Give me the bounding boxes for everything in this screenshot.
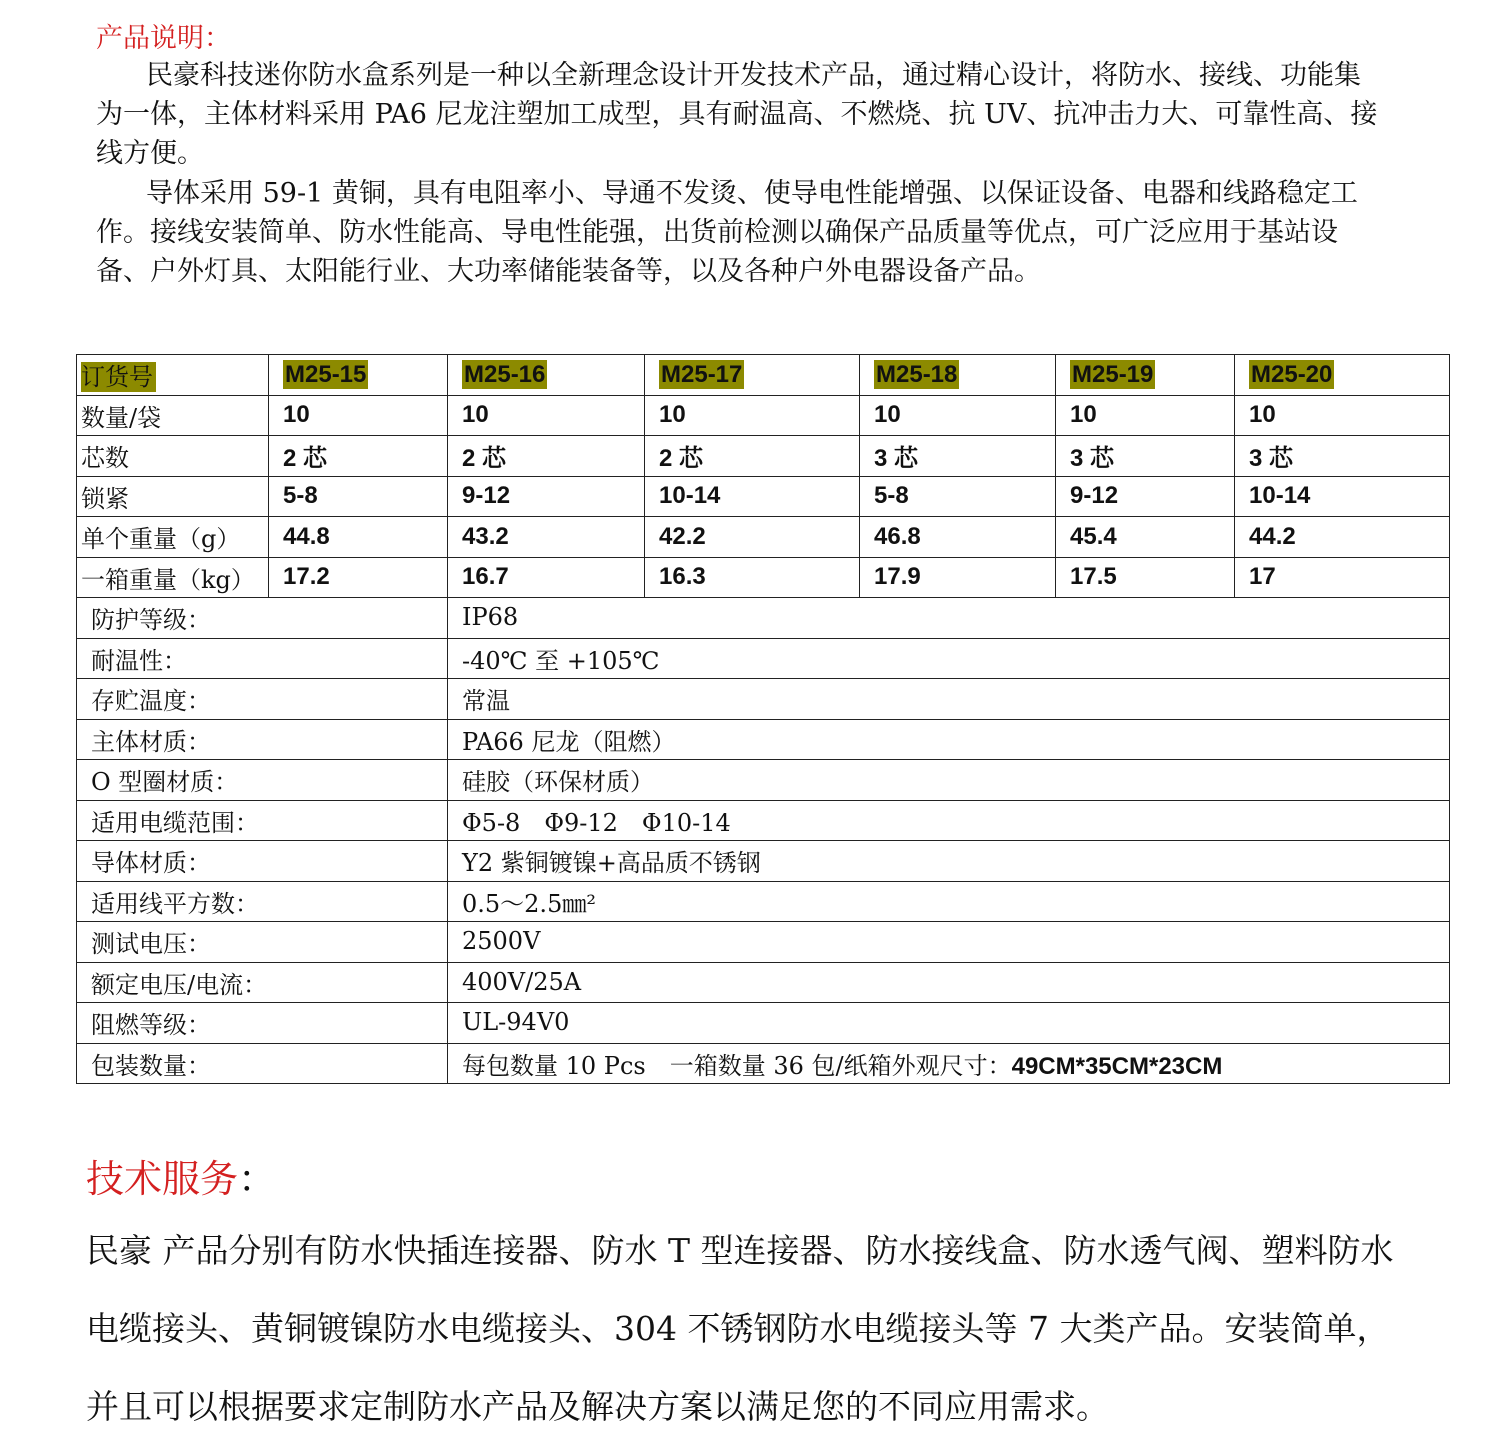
property-row	[77, 800, 1450, 841]
property-value: 每包数量 10 Pcs 一箱数量 36 包/纸箱外观尺寸：	[462, 1051, 1012, 1080]
carton-size: 49CM*35CM*23CM	[1011, 1052, 1223, 1080]
property-label: 阻燃等级：	[77, 1003, 448, 1044]
order-label-cell	[77, 355, 269, 396]
table-row	[77, 517, 1450, 558]
row-value: 2 芯	[645, 436, 860, 477]
model-number: M25-17	[661, 360, 743, 388]
property-value: 常温	[462, 687, 510, 716]
property-value: 硅胶（环保材质）	[462, 768, 654, 797]
service-title-colon: ：	[238, 1157, 277, 1201]
row-value: 17.2	[269, 557, 448, 598]
property-value: 2500V	[462, 927, 541, 956]
row-value: 16.3	[645, 557, 860, 598]
row-value: 17.9	[860, 557, 1056, 598]
row-value: 10	[1056, 395, 1235, 436]
property-value-cell	[448, 962, 1450, 1003]
row-value: 10	[448, 395, 645, 436]
property-row	[77, 881, 1450, 922]
property-row	[77, 1003, 1450, 1044]
property-value: Y2 紫铜镀镍+高品质不锈钢	[462, 849, 761, 878]
property-label: 主体材质：	[77, 719, 448, 760]
property-label: 耐温性：	[77, 638, 448, 679]
row-value: 43.2	[448, 517, 645, 558]
row-label: 芯数	[77, 436, 269, 477]
property-value-cell	[448, 638, 1450, 679]
property-value-cell	[448, 841, 1450, 882]
property-value-cell	[448, 922, 1450, 963]
row-value: 9-12	[448, 476, 645, 517]
model-number: M25-16	[464, 360, 546, 388]
row-label: 单个重量（g）	[77, 517, 269, 558]
service-title-text: 技术服务	[86, 1157, 239, 1201]
property-label: 适用电缆范围：	[77, 800, 448, 841]
property-value-cell	[448, 679, 1450, 720]
property-row	[77, 962, 1450, 1003]
row-value: 17	[1235, 557, 1450, 598]
model-number: M25-19	[1072, 360, 1154, 388]
table-row	[77, 557, 1450, 598]
row-value: 10	[269, 395, 448, 436]
table-row	[77, 395, 1450, 436]
property-value-cell	[448, 760, 1450, 801]
property-value: 0.5～2.5㎜²	[462, 889, 596, 918]
property-value: -40℃ 至 +105℃	[462, 646, 660, 675]
row-value: 10-14	[1235, 476, 1450, 517]
model-cell	[448, 355, 645, 396]
service-title	[86, 1148, 276, 1203]
property-value: IP68	[462, 603, 519, 632]
row-value: 3 芯	[1235, 436, 1450, 477]
intro-paragraph-2	[96, 174, 1386, 291]
property-row	[77, 598, 1450, 639]
row-value: 44.8	[269, 517, 448, 558]
service-paragraph: 民豪 产品分别有防水快插连接器、防水 T 型连接器、防水接线盒、防水透气阀、塑料防水电缆接头、黄铜镀镍防水电缆接头、304 不锈钢防水电缆接头等 7 大类产品。安装简单，并且可以根据要求定制防水产品及解决方案以满足您的不同应用需求。	[86, 1231, 1394, 1426]
row-value: 17.5	[1056, 557, 1235, 598]
property-row	[77, 760, 1450, 801]
row-value: 3 芯	[860, 436, 1056, 477]
property-value-cell	[448, 598, 1450, 639]
row-value: 44.2	[1235, 517, 1450, 558]
property-value: 400V/25A	[462, 967, 582, 996]
row-value: 10	[1235, 395, 1450, 436]
row-value: 2 芯	[269, 436, 448, 477]
intro-title: 产品说明：	[96, 23, 231, 54]
property-row	[77, 679, 1450, 720]
property-value-cell	[448, 1043, 1450, 1084]
model-number: M25-18	[876, 360, 958, 388]
row-value: 5-8	[269, 476, 448, 517]
row-value: 10	[645, 395, 860, 436]
property-row	[77, 719, 1450, 760]
property-label: 存贮温度：	[77, 679, 448, 720]
property-row	[77, 922, 1450, 963]
row-value: 5-8	[860, 476, 1056, 517]
property-row	[77, 841, 1450, 882]
spec-table	[76, 354, 1450, 1084]
property-label: 适用线平方数：	[77, 881, 448, 922]
intro-paragraph-1-text: 民豪科技迷你防水盒系列是一种以全新理念设计开发技术产品，通过精心设计，将防水、接线、功能集为一体，主体材料采用 PA6 尼龙注塑加工成型，具有耐温高、不燃烧、抗 UV、抗冲击力大、可靠性高、接线方便。	[96, 60, 1378, 169]
row-value: 16.7	[448, 557, 645, 598]
property-value-cell	[448, 1003, 1450, 1044]
intro-paragraph-2-text: 导体采用 59-1 黄铜，具有电阻率小、导通不发烫、使导电性能增强、以保证设备、电器和线路稳定工作。接线安装简单、防水性能高、导电性能强，出货前检测以确保产品质量等优点，可广泛应用于基站设备、户外灯具、太阳能行业、大功率储能装备等，以及各种户外电器设备产品。	[96, 178, 1358, 287]
row-value: 45.4	[1056, 517, 1235, 558]
property-value-cell	[448, 719, 1450, 760]
row-value: 3 芯	[1056, 436, 1235, 477]
property-label: 测试电压：	[77, 922, 448, 963]
row-value: 10	[860, 395, 1056, 436]
property-row	[77, 1043, 1450, 1084]
row-value: 10-14	[645, 476, 860, 517]
property-label: 额定电压/电流：	[77, 962, 448, 1003]
property-label: 防护等级：	[77, 598, 448, 639]
order-label: 订货号	[81, 362, 156, 392]
property-value-cell	[448, 800, 1450, 841]
model-cell	[860, 355, 1056, 396]
property-row	[77, 638, 1450, 679]
property-value: PA66 尼龙（阻燃）	[462, 727, 676, 756]
model-cell	[645, 355, 860, 396]
table-row-order	[77, 355, 1450, 396]
property-label: 导体材质：	[77, 841, 448, 882]
row-value: 2 芯	[448, 436, 645, 477]
row-label: 数量/袋	[77, 395, 269, 436]
model-number: M25-20	[1251, 360, 1333, 388]
row-value: 9-12	[1056, 476, 1235, 517]
row-value: 46.8	[860, 517, 1056, 558]
property-value-cell	[448, 881, 1450, 922]
row-value: 42.2	[645, 517, 860, 558]
intro-paragraph-1	[96, 56, 1386, 173]
property-label: O 型圈材质：	[77, 760, 448, 801]
property-value: Φ5-8 Φ9-12 Φ10-14	[462, 808, 731, 837]
row-label: 锁紧	[77, 476, 269, 517]
model-cell	[1056, 355, 1235, 396]
table-row	[77, 476, 1450, 517]
row-label: 一箱重量（kg）	[77, 557, 269, 598]
property-value: UL-94V0	[462, 1008, 570, 1037]
property-label: 包装数量：	[77, 1043, 448, 1084]
table-row	[77, 436, 1450, 477]
model-number: M25-15	[285, 360, 367, 388]
model-cell	[269, 355, 448, 396]
model-cell	[1235, 355, 1450, 396]
